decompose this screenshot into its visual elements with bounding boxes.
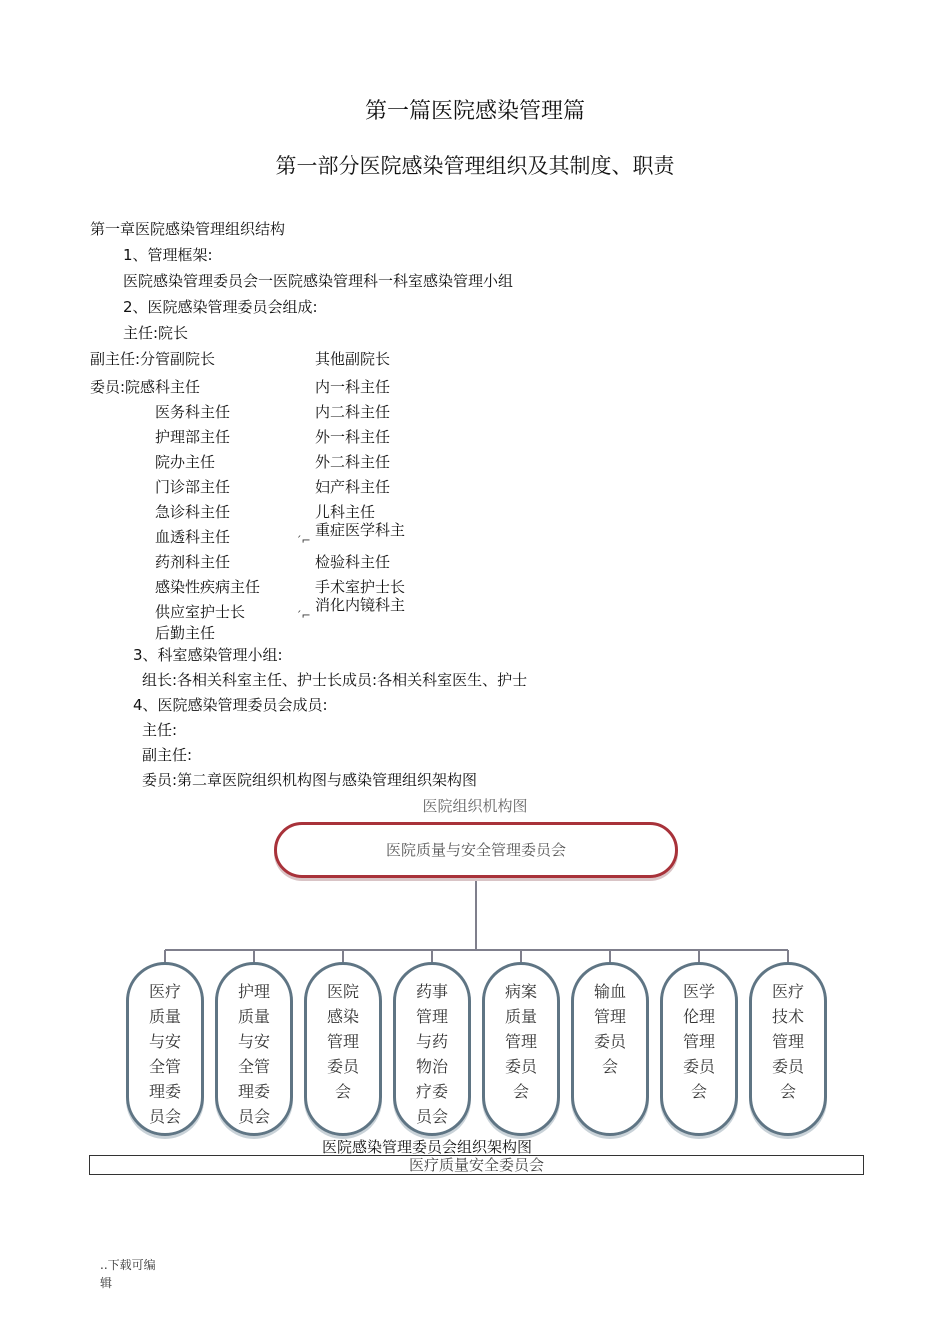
member-right: 消化内镜科主 (315, 596, 406, 614)
org-chart-child-label: 输血管理委员会 (593, 982, 626, 1076)
member-deputy: 副主任: (142, 746, 193, 764)
member-right: 妇产科主任 (315, 478, 391, 496)
infection-chart-table-cell: 医疗质量安全委员会 (89, 1155, 864, 1175)
member-left: 感染性疾病主任 (155, 578, 261, 596)
member-director: 主任: (142, 721, 178, 739)
org-chart-child-node (749, 962, 827, 1136)
member-members-line: 委员:第二章医院组织机构图与感染管理组织架构图 (142, 771, 478, 789)
member-left: 医务科主任 (155, 403, 231, 421)
org-chart-child-node (304, 962, 382, 1136)
member-left: 急诊科主任 (155, 503, 231, 521)
org-chart-child-node (126, 962, 204, 1136)
member-right: 重症医学科主 (315, 521, 406, 539)
org-chart-child-label: 病案质量管理委员会 (504, 982, 537, 1101)
org-chart-child-node (393, 962, 471, 1136)
item-4-heading: 4、医院感染管理委员会成员: (133, 696, 328, 714)
group-line: 组长:各相关科室主任、护士长成员:各相关科室医生、护士 (142, 671, 528, 689)
org-chart-top-node: 医院质量与安全管理委员会 (274, 822, 678, 878)
page-title: 第一篇医院感染管理篇 (364, 99, 585, 124)
framework-text: 医院感染管理委员会一医院感染管理科一科室感染管理小组 (123, 272, 514, 290)
item-2-heading: 2、医院感染管理委员会组成: (123, 298, 318, 316)
member-right: 手术室护士长 (315, 578, 406, 596)
member-left: 门诊部主任 (155, 478, 231, 496)
member-right: 内二科主任 (315, 403, 391, 421)
member-right: 外二科主任 (315, 453, 391, 471)
member-right: 检验科主任 (315, 553, 391, 571)
member-left: 药剂科主任 (155, 553, 231, 571)
org-chart-child-label: 医疗技术管理委员会 (771, 982, 804, 1101)
member-right: 内一科主任 (315, 378, 391, 396)
org-chart-child-label: 医学伦理管理委员会 (682, 982, 715, 1101)
member-left: 血透科主任 (155, 528, 231, 546)
member-left: 后勤主任 (155, 624, 216, 642)
org-chart-child-label: 医疗质量与安全管理委员会 (148, 982, 181, 1126)
org-chart-child-label: 医院感染管理委员会 (326, 982, 359, 1101)
deputy-left: 副主任:分管副院长 (90, 350, 216, 368)
footer-line-2: 辑 (100, 1276, 113, 1290)
item-1-heading: 1、管理框架: (123, 246, 213, 264)
tick-mark: ˊ⌐ (296, 534, 311, 547)
member-left: 护理部主任 (155, 428, 231, 446)
page-subtitle: 第一部分医院感染管理组织及其制度、职责 (275, 154, 675, 178)
org-chart-child-label: 药事管理与药物治疗委员会 (415, 982, 448, 1126)
org-chart-child-node (660, 962, 738, 1136)
deputy-right: 其他副院长 (315, 350, 391, 368)
item-3-heading: 3、科室感染管理小组: (133, 646, 283, 664)
members-label: 委员:院感科主任 (90, 378, 201, 396)
infection-chart-title: 医院感染管理委员会组织架构图 (322, 1138, 533, 1156)
org-chart-title: 医院组织机构图 (422, 797, 528, 815)
footer-line-1: ..下载可编 (100, 1258, 156, 1272)
chapter-heading: 第一章医院感染管理组织结构 (90, 220, 286, 238)
org-chart-child-node (482, 962, 560, 1136)
director-line: 主任:院长 (123, 324, 189, 342)
org-chart-child-node (571, 962, 649, 1136)
tick-mark: ˊ⌐ (296, 609, 311, 622)
org-chart-child-label: 护理质量与安全管理委员会 (237, 982, 270, 1126)
member-right: 儿科主任 (315, 503, 376, 521)
member-left: 供应室护士长 (155, 603, 246, 621)
org-chart-child-node (215, 962, 293, 1136)
member-right: 外一科主任 (315, 428, 391, 446)
member-left: 院办主任 (155, 453, 216, 471)
